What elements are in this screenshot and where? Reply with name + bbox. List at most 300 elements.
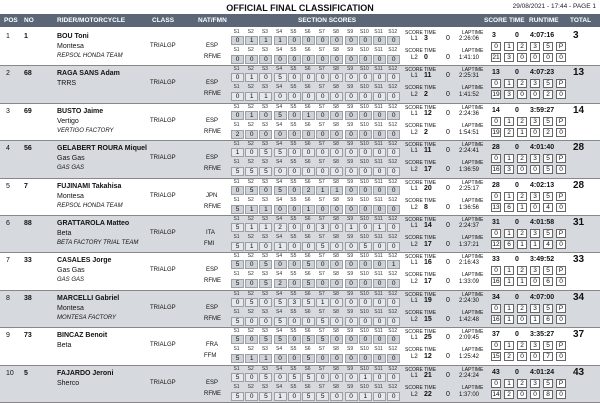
section-score: 0 <box>373 111 386 120</box>
section-label: S5 <box>290 216 297 222</box>
section-score: 0 <box>316 36 329 45</box>
section-label: S8 <box>332 178 339 185</box>
motorcycle: Montesa <box>57 304 84 312</box>
section-score: 0 <box>373 130 386 139</box>
section-label: S3 <box>261 66 268 73</box>
section-label: S7 <box>318 271 325 278</box>
position: 10 <box>6 369 14 377</box>
section-label: S6 <box>304 121 311 128</box>
lap2-score: 17 <box>424 241 432 248</box>
section-score: 0 <box>345 36 358 45</box>
section-score: 0 <box>387 354 400 363</box>
count-value: 16 <box>492 278 500 286</box>
lap1-marker: L1 <box>411 148 418 155</box>
position: 5 <box>6 182 10 190</box>
lap1-score: 11 <box>424 147 432 155</box>
federation: RFME <box>204 203 221 210</box>
section-score: 0 <box>288 148 301 157</box>
total-score: 28 <box>492 181 500 189</box>
section-label: S6 <box>304 66 311 73</box>
count-key: 5 <box>543 42 553 51</box>
lap1-time: 0 <box>446 109 450 117</box>
position: 4 <box>6 145 10 153</box>
section-label: S7 <box>318 328 325 335</box>
section-score: 1 <box>231 148 244 157</box>
laptime-label: LAPTIME <box>462 217 484 223</box>
section-label: S8 <box>332 103 339 110</box>
section-label: S2 <box>247 253 254 260</box>
nationality: FRA <box>206 342 218 349</box>
section-label: S5 <box>290 346 297 353</box>
section-score: 0 <box>345 317 358 326</box>
section-score: 0 <box>330 335 343 344</box>
section-label: S2 <box>247 308 254 315</box>
section-label: S11 <box>374 365 383 372</box>
federation: RFME <box>204 54 221 60</box>
count-key: P <box>556 304 566 313</box>
section-label: S9 <box>347 308 354 315</box>
runtime: 4:01:24 <box>530 368 555 376</box>
total: 43 <box>573 366 585 378</box>
score-time-label: SCORE TIME <box>405 384 437 391</box>
count-value: 1 <box>504 277 514 286</box>
lap1-score: 19 <box>424 296 432 304</box>
section-label: S9 <box>347 141 354 148</box>
count-value: 6 <box>543 315 553 324</box>
federation: RFME <box>204 278 221 285</box>
section-label: S2 <box>247 196 254 203</box>
lap2-score: 8 <box>424 203 428 211</box>
lap1-marker: L1 <box>411 260 418 267</box>
section-label: S9 <box>347 216 354 222</box>
table-row <box>0 216 600 253</box>
lap1-laptime: 2:24:36 <box>459 110 480 117</box>
col-sections: SECTION SCORES <box>298 17 357 24</box>
section-score: 0 <box>330 73 343 82</box>
section-score: 5 <box>302 298 315 307</box>
lap1-time: 0 <box>446 334 450 342</box>
section-label: S11 <box>374 121 383 128</box>
section-score: 0 <box>345 167 358 176</box>
total: 28 <box>573 179 585 191</box>
count-key: 3 <box>530 341 540 350</box>
section-score: 0 <box>259 317 272 326</box>
section-score: 1 <box>302 111 315 120</box>
section-score: 5 <box>231 317 244 326</box>
motorcycle: Montesa <box>57 43 84 50</box>
score-time-label: SCORE TIME <box>405 85 437 92</box>
team-name: BETA FACTORY TRIAL TEAM <box>57 240 139 246</box>
lap2-marker: L2 <box>411 354 418 361</box>
section-label: S11 <box>374 84 383 91</box>
section-label: S7 <box>318 29 325 35</box>
rider-number: 1 <box>24 33 28 40</box>
count-value: 4 <box>543 240 553 249</box>
section-score: 5 <box>274 186 287 195</box>
section-score: 0 <box>387 111 400 120</box>
section-label: S9 <box>347 196 354 203</box>
section-score: 5 <box>231 279 244 288</box>
section-score: 1 <box>245 73 258 82</box>
section-label: S9 <box>347 121 354 128</box>
section-label: S2 <box>247 66 254 73</box>
section-label: S3 <box>261 196 268 203</box>
section-label: S11 <box>374 141 383 148</box>
section-label: S3 <box>261 308 268 315</box>
nationality: ESP <box>206 155 219 162</box>
laptime-label: LAPTIME <box>462 48 484 54</box>
table-row <box>0 253 600 290</box>
count-value: 1 <box>530 315 540 324</box>
section-score: 5 <box>302 354 315 363</box>
lap1-laptime: 2:24:24 <box>459 372 480 379</box>
count-value: 21 <box>492 54 500 61</box>
section-label: S10 <box>359 383 369 390</box>
section-label: S3 <box>261 84 268 91</box>
count-key: 0 <box>491 117 501 126</box>
count-key: 0 <box>491 154 501 163</box>
section-score: 0 <box>373 392 386 401</box>
section-score: 0 <box>288 186 301 195</box>
count-key: 5 <box>543 266 553 275</box>
count-value: 14 <box>492 390 500 398</box>
section-score: 0 <box>359 36 372 45</box>
count-value: 2 <box>543 128 553 137</box>
rider-name: RAGA SANS Adam <box>57 70 120 78</box>
count-key: 3 <box>530 117 540 126</box>
total-score: 33 <box>492 256 500 264</box>
team-name: GAS GAS <box>57 277 85 284</box>
col-runtime: RUNTIME <box>529 17 559 24</box>
section-label: S8 <box>332 234 339 240</box>
section-score: 1 <box>373 223 386 232</box>
count-value: 0 <box>556 53 566 62</box>
lap1-time: 0 <box>446 222 450 229</box>
section-label: S3 <box>261 141 268 148</box>
section-label: S4 <box>276 196 283 203</box>
section-label: S6 <box>304 196 311 203</box>
count-key: P <box>556 229 566 238</box>
federation: FFM <box>204 353 217 360</box>
score-time-label: SCORE TIME <box>405 67 437 74</box>
section-score: 0 <box>373 167 386 176</box>
federation: FMI <box>204 241 215 247</box>
lap2-score: 17 <box>424 166 432 174</box>
count-value: 1 <box>517 203 527 212</box>
section-score: 0 <box>316 373 329 382</box>
section-label: S6 <box>304 159 311 166</box>
section-label: S12 <box>388 103 398 110</box>
count-key: 1 <box>504 266 514 275</box>
count-value: 16 <box>492 315 500 323</box>
section-label: S9 <box>347 253 354 260</box>
count-key: 1 <box>504 192 514 201</box>
position: 9 <box>6 332 10 340</box>
rider-name: MARCELLI Gabriel <box>57 294 120 302</box>
lap2-time: 0 <box>446 315 450 323</box>
section-label: S7 <box>318 178 325 185</box>
section-label: S7 <box>318 290 325 297</box>
section-score: 0 <box>330 111 343 120</box>
count-value: 0 <box>530 165 540 174</box>
section-score: 5 <box>302 279 315 288</box>
runtime: 4:07:23 <box>530 69 555 77</box>
section-score: 0 <box>373 36 386 45</box>
count-value: 0 <box>530 352 540 361</box>
section-label: S4 <box>276 253 283 260</box>
section-score: 0 <box>288 354 301 363</box>
section-score: 0 <box>288 130 301 139</box>
section-label: S7 <box>318 159 325 166</box>
table-row <box>0 141 600 178</box>
section-score: 0 <box>316 148 329 157</box>
section-score: 0 <box>330 36 343 45</box>
runtime: 4:02:13 <box>530 181 555 189</box>
section-label: S11 <box>374 290 383 297</box>
lap2-score: 12 <box>424 353 432 361</box>
section-score: 0 <box>345 335 358 344</box>
lap1-marker: L1 <box>411 372 418 379</box>
section-score: 5 <box>316 242 329 251</box>
section-label: S4 <box>276 383 283 390</box>
section-label: S12 <box>388 253 398 260</box>
section-score: 0 <box>330 354 343 363</box>
section-score: 1 <box>259 205 272 214</box>
laptime-label: LAPTIME <box>462 160 484 167</box>
rider-name: BOU Toni <box>57 33 89 40</box>
section-score: 0 <box>330 317 343 326</box>
section-score: 0 <box>373 92 386 101</box>
score-time-label: SCORE TIME <box>405 366 437 373</box>
lap2-score: 2 <box>424 128 428 136</box>
section-label: S12 <box>388 196 398 203</box>
rider-number: 33 <box>24 257 32 265</box>
rider-name: GELABERT ROURA Miquel <box>57 145 147 153</box>
section-score: 0 <box>359 186 372 195</box>
section-score: 1 <box>345 223 358 232</box>
section-label: S10 <box>359 196 369 203</box>
lap2-time: 0 <box>446 390 450 398</box>
section-label: S11 <box>374 66 383 73</box>
section-label: S12 <box>388 66 398 73</box>
lap2-marker: L2 <box>411 55 418 61</box>
section-label: S8 <box>332 84 339 91</box>
section-score: 5 <box>302 335 315 344</box>
section-score: 1 <box>245 36 258 45</box>
print-stamp: 29/08/2021 - 17:44 - PAGE 1 <box>512 3 596 10</box>
section-label: S1 <box>233 66 240 73</box>
total: 37 <box>573 329 585 341</box>
section-score: 0 <box>288 92 301 101</box>
count-key: 3 <box>530 79 540 88</box>
section-label: S12 <box>388 47 398 53</box>
lap2-marker: L2 <box>411 279 418 286</box>
section-label: S3 <box>261 271 268 278</box>
count-key: 0 <box>491 192 501 201</box>
section-label: S7 <box>318 196 325 203</box>
section-score: 0 <box>359 223 372 232</box>
section-score: 0 <box>387 242 400 251</box>
section-score: 0 <box>387 279 400 288</box>
section-score: 0 <box>231 55 244 64</box>
section-score: 1 <box>245 242 258 251</box>
section-score: 0 <box>345 298 358 307</box>
class: TRIALGP <box>150 379 176 386</box>
section-score: 5 <box>274 298 287 307</box>
score-time-label: SCORE TIME <box>405 179 437 186</box>
section-label: S4 <box>276 141 283 148</box>
section-label: S9 <box>347 103 354 110</box>
section-label: S7 <box>318 365 325 372</box>
section-score: 0 <box>359 260 372 269</box>
section-score: 5 <box>274 111 287 120</box>
section-label: S12 <box>388 328 398 335</box>
section-score: 5 <box>274 317 287 326</box>
laptime-label: LAPTIME <box>462 85 484 92</box>
col-no: NO <box>24 17 34 24</box>
lap1-score: 11 <box>424 72 432 80</box>
section-label: S2 <box>247 328 254 335</box>
laptime-label: LAPTIME <box>462 309 484 316</box>
rider-number: 69 <box>24 107 32 115</box>
section-label: S8 <box>332 29 339 35</box>
section-label: S10 <box>359 159 369 166</box>
count-value: 19 <box>492 91 500 99</box>
section-score: 1 <box>259 354 272 363</box>
section-label: S10 <box>359 47 369 53</box>
section-score: 0 <box>330 373 343 382</box>
section-score: 0 <box>302 55 315 64</box>
count-key: 5 <box>543 229 553 238</box>
motorcycle: Vertigo <box>57 117 79 125</box>
section-label: S10 <box>359 141 369 148</box>
section-label: S1 <box>233 234 240 240</box>
count-value: 7 <box>543 352 553 361</box>
section-score: 0 <box>359 335 372 344</box>
section-label: S6 <box>304 346 311 353</box>
section-score: 5 <box>231 392 244 401</box>
section-score: 0 <box>387 373 400 382</box>
federation: RFME <box>204 390 221 397</box>
section-score: 0 <box>373 317 386 326</box>
lap2-laptime: 1:37:00 <box>459 391 480 398</box>
section-score: 0 <box>302 242 315 251</box>
motorcycle: Beta <box>57 342 72 350</box>
count-key: 2 <box>517 192 527 201</box>
count-key: 1 <box>504 379 514 388</box>
section-score: 0 <box>373 279 386 288</box>
section-score: 0 <box>245 148 258 157</box>
total-score: 3 <box>492 32 496 39</box>
lap1-time: 0 <box>446 259 450 267</box>
section-score: 0 <box>259 242 272 251</box>
section-score: 0 <box>387 317 400 326</box>
count-key: P <box>556 192 566 201</box>
section-score: 0 <box>302 223 315 232</box>
section-score: 0 <box>387 55 400 64</box>
section-score: 5 <box>302 260 315 269</box>
section-score: 0 <box>330 260 343 269</box>
section-score: 0 <box>387 92 400 101</box>
count-key: 5 <box>543 379 553 388</box>
section-label: S4 <box>276 271 283 278</box>
section-score: 0 <box>373 148 386 157</box>
section-score: 5 <box>259 392 272 401</box>
section-label: S1 <box>233 271 240 278</box>
count-key: 0 <box>491 266 501 275</box>
section-label: S7 <box>318 234 325 240</box>
section-label: S12 <box>388 234 398 240</box>
lap1-time: 0 <box>446 147 450 155</box>
section-label: S5 <box>290 253 297 260</box>
section-score: 5 <box>231 335 244 344</box>
section-score: 0 <box>316 354 329 363</box>
section-label: S4 <box>276 290 283 297</box>
section-score: 5 <box>231 260 244 269</box>
section-score: 5 <box>231 167 244 176</box>
score-time-label: SCORE TIME <box>405 254 437 261</box>
class: TRIALGP <box>150 80 176 87</box>
count-value: 3 <box>504 53 514 62</box>
position: 8 <box>6 294 10 302</box>
laptime-label: LAPTIME <box>462 67 484 74</box>
section-score: 0 <box>245 279 258 288</box>
section-label: S10 <box>359 271 369 278</box>
section-label: S12 <box>388 216 398 222</box>
section-label: S6 <box>304 47 311 53</box>
count-key: P <box>556 117 566 126</box>
count-key: 2 <box>517 42 527 51</box>
section-label: S4 <box>276 66 283 73</box>
section-score: 1 <box>359 392 372 401</box>
section-score: 1 <box>245 92 258 101</box>
section-label: S12 <box>388 271 398 278</box>
section-label: S5 <box>290 159 297 166</box>
count-key: 5 <box>543 192 553 201</box>
section-score: 0 <box>373 73 386 82</box>
section-label: S1 <box>233 103 240 110</box>
laptime-label: LAPTIME <box>462 347 484 354</box>
section-label: S10 <box>359 216 369 222</box>
section-label: S3 <box>261 328 268 335</box>
section-label: S9 <box>347 328 354 335</box>
count-key: P <box>556 379 566 388</box>
section-score: 0 <box>345 205 358 214</box>
section-score: 0 <box>387 205 400 214</box>
section-label: S4 <box>276 308 283 315</box>
section-label: S5 <box>290 84 297 91</box>
motorcycle: Gas Gas <box>57 155 85 163</box>
section-score: 0 <box>359 354 372 363</box>
section-score: 0 <box>274 55 287 64</box>
laptime-label: LAPTIME <box>462 122 484 129</box>
count-key: 1 <box>504 341 514 350</box>
section-label: S6 <box>304 308 311 315</box>
count-value: 2 <box>504 128 514 137</box>
section-score: 0 <box>302 36 315 45</box>
score-time-label: SCORE TIME <box>405 329 437 336</box>
section-label: S6 <box>304 84 311 91</box>
count-value: 16 <box>492 166 500 174</box>
section-score: 0 <box>359 130 372 139</box>
section-score: 0 <box>245 260 258 269</box>
count-value: 6 <box>543 277 553 286</box>
section-score: 0 <box>259 55 272 64</box>
section-score: 0 <box>274 167 287 176</box>
section-score: 0 <box>387 335 400 344</box>
section-label: S1 <box>233 290 240 297</box>
section-score: 0 <box>288 317 301 326</box>
